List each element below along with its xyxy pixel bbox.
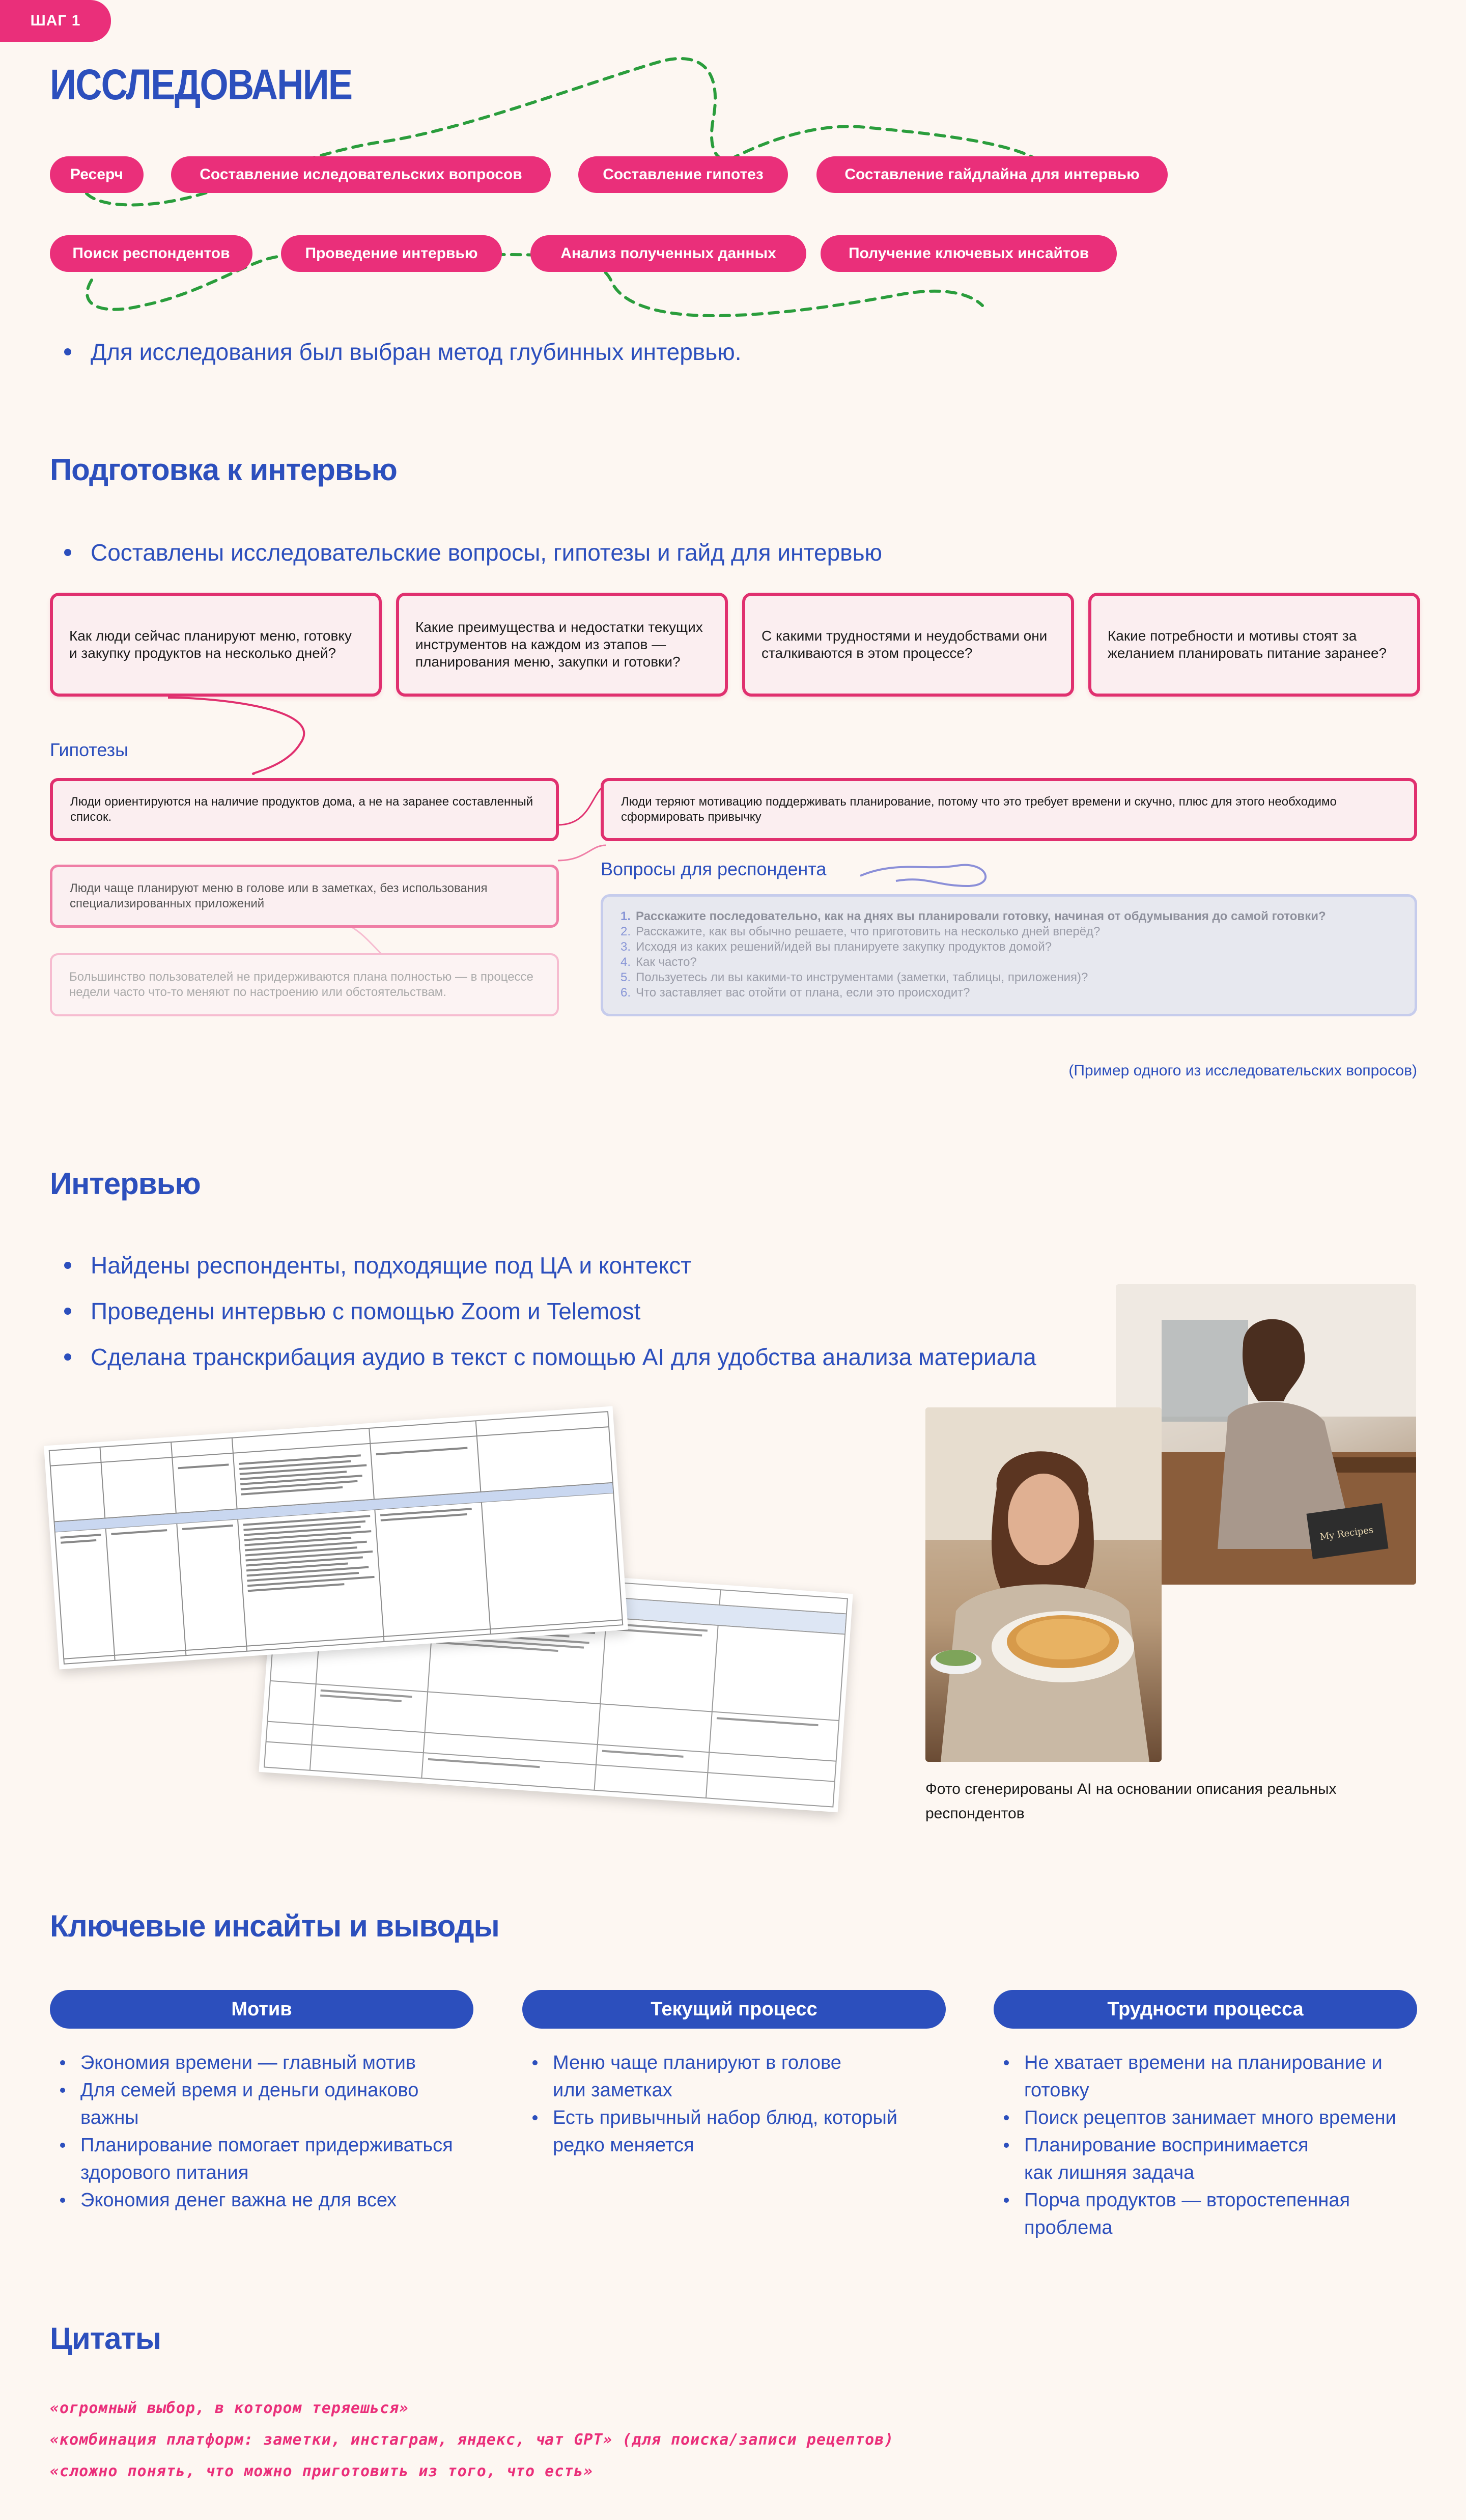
section-title-quotes: Цитаты: [50, 2321, 161, 2356]
research-question-card: Какие преимущества и недостатки текущих инструментов на каждом из этапов — планирования меню, закупки и готовки?: [396, 593, 728, 697]
insight-item: Экономия денег важна не для всех: [60, 2186, 498, 2214]
hypothesis-card: Люди ориентируются на наличие продуктов дома, а не на заранее составленный список.: [50, 778, 559, 841]
pill-research: Ресерч: [50, 156, 144, 193]
respondent-photo-pie: [925, 1407, 1162, 1762]
example-caption: (Пример одного из исследовательских вопросов): [1068, 1062, 1417, 1079]
insight-item: Планирование помогает придерживаться здорового питания: [60, 2131, 498, 2186]
pill-find-respondents: Поиск респондентов: [50, 235, 252, 272]
section-title-preparation: Подготовка к интервью: [50, 453, 397, 487]
pill-conduct-interview: Проведение интервью: [281, 235, 502, 272]
prep-bullet: Составлены исследовательские вопросы, гипотезы и гайд для интервью: [64, 539, 882, 566]
pill-key-insights: Получение ключевых инсайтов: [821, 235, 1117, 272]
insight-item: Есть привычный набор блюд, который редко меняется: [532, 2104, 919, 2159]
respondent-questions-list: 1. Расскажите последовательно, как на днях вы планировали готовку, начиная от обдумывания до самой готовки? 2. Расскажите, как вы обычно решаете, что приготовить на несколько дней вперёд? 3. Исходя из каких решений/идей вы планируете закупку продуктов домой? 4. Как часто? 5. Пользуетесь ли вы какими-то инструментами (заметки, таблицы, приложения)? 6. Что заставляет вас отойти от плана, если это происходит?: [601, 894, 1417, 1016]
recipe-book-label: My Recipes: [1319, 1524, 1374, 1543]
insight-list-process: [532, 2049, 919, 2159]
interview-bullet: Найдены респонденты, подходящие под ЦА и контекст: [64, 1252, 691, 1279]
pill-analysis: Анализ полученных данных: [530, 235, 806, 272]
insight-item: Экономия времени — главный мотив: [60, 2049, 498, 2076]
section-title-interview: Интервью: [50, 1167, 201, 1201]
hypotheses-label: Гипотезы: [50, 739, 129, 760]
interview-bullet: Сделана транскрибация аудио в текст с помощью AI для удобства анализа материала: [64, 1343, 1036, 1371]
quote-item: «огромный выбор, в котором теряешься»: [50, 2399, 409, 2417]
hypothesis-card: Люди чаще планируют меню в голове или в заметках, без использования специализированных приложений: [50, 865, 559, 928]
research-question-card: Какие потребности и мотивы стоят за желанием планировать питание заранее?: [1088, 593, 1420, 697]
insight-column-header: Трудности процесса: [994, 1990, 1417, 2029]
insight-item: Не хватает времени на планирование и готовку: [1004, 2049, 1391, 2104]
interview-bullet: Проведены интервью с помощью Zoom и Telemost: [64, 1297, 640, 1325]
transcript-table-image: [44, 1406, 628, 1669]
pill-hypotheses: Составление гипотез: [578, 156, 788, 193]
pill-research-questions: Составление иследовательских вопросов: [171, 156, 551, 193]
insight-item: Планирование воспринимается как лишняя задача: [1004, 2131, 1330, 2186]
photo-caption: Фото сгенерированы AI на основании описания реальных респондентов: [925, 1781, 1337, 1822]
insight-item: Поиск рецептов занимает много времени: [1004, 2104, 1411, 2131]
respondent-questions-label: Вопросы для респондента: [601, 859, 827, 879]
research-method-bullet: Для исследования был выбран метод глубинных интервью.: [64, 338, 741, 366]
insight-item: Для семей время и деньги одинаково важны: [60, 2076, 457, 2131]
pill-guideline: Составление гайдлайна для интервью: [816, 156, 1168, 193]
hypothesis-card: Большинство пользователей не придерживаются плана полностью — в процессе недели часто что-то меняют по настроению или обстоятельствам.: [50, 953, 559, 1016]
process-flow-line: [0, 41, 1222, 367]
page-title: ИССЛЕДОВАНИЕ: [50, 61, 352, 108]
section-title-insights: Ключевые инсайты и выводы: [50, 1909, 499, 1943]
insight-column-header: Мотив: [50, 1990, 473, 2029]
quote-item: «комбинация платформ: заметки, инстаграм, яндекс, чат GPT» (для поиска/записи рецептов): [50, 2431, 894, 2449]
insight-item: Порча продуктов — второстепенная проблема: [1004, 2186, 1391, 2241]
research-question-card: С какими трудностями и неудобствами они сталкиваются в этом процессе?: [742, 593, 1074, 697]
hypothesis-card: Люди теряют мотивацию поддерживать планирование, потому что это требует времени и скучно, плюс для этого необходимо сформировать привычку: [601, 778, 1417, 841]
research-question-card: Как люди сейчас планируют меню, готовку и закупку продуктов на несколько дней?: [50, 593, 382, 697]
insight-item: Меню чаще планируют в голове или заметках: [532, 2049, 858, 2104]
insight-column-header: Текущий процесс: [522, 1990, 946, 2029]
insight-list-motive: [60, 2049, 498, 2214]
step-badge: ШАГ 1: [0, 0, 111, 42]
insight-list-difficulties: [1004, 2049, 1411, 2241]
quote-item: «сложно понять, что можно приготовить из того, что есть»: [50, 2462, 594, 2480]
